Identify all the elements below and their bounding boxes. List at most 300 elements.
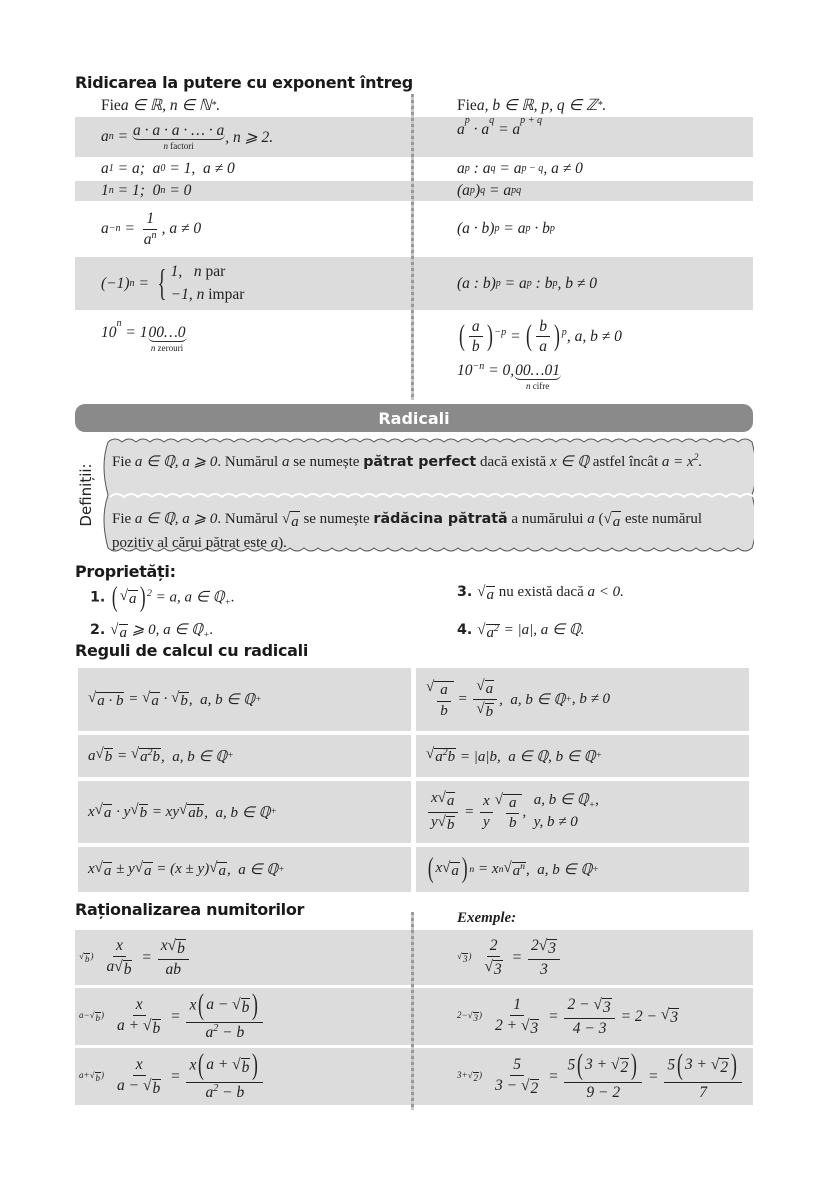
numerator [473, 678, 497, 700]
math-text: a [446, 793, 455, 810]
text: Fie [112, 454, 135, 470]
radical-sign: √ [494, 791, 503, 808]
math-text: , [595, 792, 599, 809]
math-text: : b [531, 274, 553, 292]
math-text: 3 [493, 960, 502, 978]
math-text: 2 [530, 1079, 539, 1097]
formula [75, 94, 410, 117]
text: impar [204, 285, 245, 303]
math-text: n [498, 863, 504, 875]
example [457, 930, 562, 985]
math-text: = a, a ∈ ℚ [151, 589, 225, 606]
math-text: n [108, 131, 114, 142]
numerator [564, 996, 614, 1019]
subscript [203, 629, 210, 640]
math-text: · y [112, 803, 131, 820]
square-root [171, 690, 189, 710]
math-text: = a [494, 121, 521, 138]
denominator [141, 230, 160, 249]
square-root [143, 1017, 161, 1038]
fraction [492, 996, 542, 1038]
paren-body [206, 1056, 250, 1077]
math-text: = [506, 327, 525, 345]
underbrace [148, 324, 187, 354]
denominator [537, 960, 551, 979]
math-text: ) [468, 951, 472, 961]
math-text: , n ⩾ 2. [225, 128, 274, 146]
radical-sign: √ [134, 859, 144, 876]
fraction [473, 678, 497, 722]
denominator [114, 1076, 164, 1098]
fraction [114, 996, 164, 1038]
square-root [521, 1017, 539, 1038]
math-text: pq [511, 185, 522, 196]
rule-cell [416, 668, 749, 731]
math-text: 3 [530, 1019, 539, 1037]
math-text: n [151, 229, 157, 241]
math-text: + [595, 750, 603, 761]
math-text: = [166, 1007, 185, 1025]
math-text: . [231, 589, 235, 606]
fraction [103, 937, 135, 979]
math-text: 1 [146, 209, 155, 227]
math-text: a [457, 160, 465, 177]
math-text: n [150, 343, 156, 354]
examples-label: Exemple: [457, 910, 517, 926]
radical-sign: √ [477, 622, 486, 638]
math-text: = [113, 747, 131, 764]
math-text: a [508, 794, 517, 811]
radical-sign: √ [88, 689, 97, 706]
radicand [103, 862, 113, 880]
radical-sign: √ [467, 1070, 473, 1080]
math-text: b [95, 1073, 101, 1083]
rule-cell [416, 847, 749, 892]
left-paren: ( [112, 582, 118, 613]
math-text: (a · b) [457, 220, 495, 237]
paren-body [534, 318, 552, 357]
math-text: y [483, 813, 490, 830]
right-paren: ) [486, 320, 493, 353]
math-text: + [254, 693, 262, 705]
square-root [438, 790, 456, 810]
math-text: a, b ∈ ℚ [533, 792, 589, 809]
math-text: ) [479, 1070, 483, 1080]
radical-sign: √ [476, 677, 485, 694]
radicand [530, 1019, 540, 1038]
property-4 [457, 620, 584, 642]
radicand [602, 998, 612, 1017]
radical-sign: √ [94, 859, 103, 876]
math-text: + [592, 863, 599, 875]
radicand [128, 590, 138, 608]
radicand [150, 692, 160, 710]
math-text: + [278, 863, 285, 875]
math-text: = |a|, a ∈ ℚ. [499, 622, 585, 638]
brace: { [157, 262, 167, 304]
math-text: 1, n [170, 263, 202, 281]
text: se numește [299, 511, 374, 527]
rule-cell [78, 735, 411, 777]
radical-sign: √ [457, 951, 462, 961]
text: dacă există [476, 454, 550, 470]
power-row [75, 181, 753, 201]
denominator [506, 814, 520, 832]
math-text: q [489, 115, 495, 126]
math-text: p + q [520, 115, 543, 126]
underbrace-label [526, 380, 549, 392]
math-text: b [180, 692, 188, 709]
math-text: x [483, 793, 490, 810]
math-text: = a [495, 160, 522, 177]
math-text: a [88, 747, 96, 764]
fraction [186, 1051, 263, 1101]
square-root [484, 958, 502, 979]
math-text: ) [101, 1070, 105, 1080]
math-text: n [129, 277, 135, 289]
math-text: a ∈ ℚ, a ⩾ 0 [134, 511, 218, 527]
radical-sign: √ [281, 511, 291, 527]
math-text: a [486, 587, 495, 603]
math-text: = [460, 803, 479, 820]
radical-sign: √ [611, 1055, 620, 1073]
numerator [186, 1051, 263, 1082]
math-text: a [281, 454, 290, 470]
radical-sign: √ [437, 813, 446, 830]
math-text: . [216, 96, 221, 114]
math-text: y [431, 813, 438, 830]
math-text: 2 [442, 747, 448, 759]
formula [75, 310, 410, 400]
square-root [282, 509, 300, 533]
radicand [143, 862, 153, 880]
math-text: a = x [661, 454, 694, 470]
example [457, 988, 679, 1045]
math-text: = [134, 274, 153, 292]
math-text: b [177, 939, 185, 957]
formula [418, 157, 753, 181]
radical-sign: √ [79, 951, 84, 961]
parentheses [524, 318, 561, 357]
math-text: x ∈ ℚ [549, 454, 589, 470]
parentheses [457, 318, 494, 357]
math-text: a [440, 682, 448, 699]
text: astfel încât [589, 454, 662, 470]
math-text: p [549, 223, 555, 234]
square-root [477, 622, 500, 642]
math-text: , a, b ≠ 0 [566, 327, 622, 345]
numerator [510, 996, 524, 1016]
square-root [468, 1010, 479, 1023]
math-text: · b [530, 220, 550, 237]
square-root [143, 1077, 161, 1098]
fraction [428, 790, 458, 834]
math-text: 3+ [457, 1070, 468, 1080]
math-text: 1 [513, 995, 522, 1013]
math-text: , a ≠ 0 [161, 220, 202, 237]
math-text: −1, n [170, 285, 205, 303]
math-text: ) [474, 182, 481, 199]
denominator [492, 1016, 542, 1038]
radicand [493, 960, 503, 979]
numerator [113, 937, 126, 957]
numerator [564, 1051, 642, 1082]
math-text: b [123, 960, 132, 978]
square-root [168, 937, 186, 958]
math-text: a · b [97, 692, 124, 709]
radical-sign: √ [710, 1055, 720, 1073]
denominator [696, 1083, 710, 1102]
math-text: 2 [530, 936, 539, 954]
text: . Numărul [217, 454, 282, 470]
property-3 [457, 584, 624, 604]
math-text: a [140, 749, 148, 765]
math-text: = a; a [113, 160, 161, 177]
math-text: 00…0 [148, 324, 186, 341]
math-text: 3 [462, 954, 468, 964]
radicand [612, 511, 622, 533]
math-text: 3 [473, 1013, 479, 1023]
math-text: a + [206, 1055, 233, 1073]
formula [79, 930, 191, 985]
math-text: 3 [548, 939, 556, 957]
underbrace-label [151, 342, 183, 354]
numerator [469, 318, 483, 338]
math-text: * [597, 99, 603, 111]
math-text: . [602, 96, 607, 114]
property-1 [90, 584, 235, 613]
rule-cell [78, 781, 411, 843]
radical-sign: √ [442, 859, 451, 876]
numerator [664, 1051, 742, 1082]
definition-square-root [112, 509, 732, 554]
radicand [434, 748, 456, 766]
case-row [534, 790, 599, 812]
fraction [564, 1051, 642, 1101]
square-root [110, 622, 128, 642]
square-root [495, 792, 523, 833]
power-row [75, 157, 753, 181]
denominator [480, 813, 493, 831]
section-banner-radicali [75, 404, 753, 432]
multiplier-label [79, 951, 93, 964]
math-text: b [241, 1058, 250, 1076]
math-text: 2− [457, 1010, 468, 1020]
math-text: = [453, 691, 472, 707]
radicand [450, 862, 460, 880]
square-root [79, 951, 90, 964]
fraction [186, 991, 263, 1041]
formula [75, 181, 410, 201]
parentheses [196, 991, 260, 1020]
math-text: , a ≠ 0 [543, 160, 583, 177]
radicand [241, 998, 251, 1017]
bold-term: rădăcina pătrată [373, 511, 508, 527]
section-title-powers: Ridicarea la putere cu exponent întreg [75, 73, 413, 92]
square-root [611, 1056, 629, 1077]
math-text: a [205, 1023, 214, 1041]
paren-body [206, 996, 250, 1017]
text: zerouri [155, 343, 184, 354]
math-text: x [435, 859, 443, 876]
radical-sign: √ [484, 957, 493, 975]
math-text: 3 [602, 998, 611, 1016]
math-text: + [202, 629, 210, 641]
column-divider [411, 94, 414, 400]
math-text: p − q [521, 163, 544, 174]
math-text: 2 + [495, 1016, 521, 1034]
math-text: a < 0. [587, 584, 624, 600]
property-2 [90, 620, 213, 642]
radicand [241, 1058, 251, 1077]
math-text: a − [206, 995, 233, 1013]
power-row [75, 94, 753, 117]
math-text: 2 [720, 1058, 729, 1076]
radical-sign: √ [179, 802, 188, 818]
numerator [506, 795, 520, 814]
math-text: a − [117, 1076, 143, 1094]
radical-sign: √ [95, 746, 104, 762]
math-text: 2 [489, 936, 498, 954]
math-text: 5 [567, 1056, 576, 1074]
radical-sign: √ [521, 1016, 530, 1034]
math-text: = [113, 128, 132, 145]
square-root [457, 951, 468, 964]
math-text: , a ∈ ℚ [226, 862, 279, 878]
denominator [481, 957, 505, 979]
math-text: = xy [148, 803, 179, 820]
bold-term: 1. [90, 589, 111, 606]
math-text: 2 [494, 623, 499, 635]
radical-sign: √ [89, 1010, 95, 1020]
text: Fie [112, 511, 135, 527]
math-text: 2 [473, 1073, 479, 1083]
math-text: . [209, 622, 214, 638]
numerator [133, 1056, 146, 1076]
denominator [469, 337, 483, 356]
radicand [96, 692, 124, 710]
parentheses [575, 1051, 639, 1080]
superscript [473, 361, 485, 372]
radicand [103, 804, 113, 822]
math-text: = x [474, 861, 499, 877]
denominator [437, 702, 451, 720]
radical-sign: √ [110, 622, 119, 638]
underbrace [514, 362, 561, 392]
text: ). [278, 535, 287, 551]
math-text: 5 [667, 1056, 676, 1074]
fraction [480, 793, 493, 831]
square-root [503, 860, 526, 880]
math-text: 3 [670, 1009, 679, 1026]
power-row [75, 201, 753, 257]
fraction [536, 318, 550, 357]
math-text: : a [469, 160, 491, 177]
math-text: x [88, 861, 95, 877]
math-text: = a [499, 220, 526, 237]
text: Fie [101, 96, 121, 114]
math-text: x [88, 803, 95, 820]
denominator [570, 1019, 610, 1038]
power-row [75, 117, 753, 157]
math-text: + [270, 806, 277, 817]
properties-title: Proprietăți: [75, 562, 176, 581]
math-text: · [159, 691, 172, 707]
math-text: 2 [213, 1022, 219, 1034]
formula [79, 988, 265, 1045]
square-root [120, 588, 138, 608]
rationalize-row [75, 930, 753, 985]
math-text: a [270, 535, 279, 551]
multiplier-label [79, 1070, 104, 1083]
square-root [179, 802, 204, 822]
math-text: a [144, 862, 152, 879]
math-text: 2 [147, 747, 153, 759]
math-text: 7 [699, 1083, 707, 1101]
right-paren: ) [631, 1049, 638, 1082]
math-text: x [189, 1056, 197, 1074]
square-root [539, 937, 557, 958]
square-root [476, 701, 494, 721]
math-text: = a [500, 274, 527, 292]
underbrace-body [514, 362, 561, 380]
math-text: 2 − [567, 995, 594, 1013]
math-text: a ∈ ℝ, n ∈ ℕ [120, 97, 212, 114]
math-text: a+ [79, 1070, 90, 1080]
formula [418, 257, 753, 310]
left-paren: ( [198, 989, 205, 1022]
math-text: b [152, 1079, 161, 1097]
formula [457, 318, 622, 357]
math-text: (a [457, 182, 470, 199]
math-text: p [526, 277, 532, 289]
math-text: , a, b ∈ ℚ [526, 862, 593, 878]
math-text: p [525, 223, 531, 234]
radicand [176, 939, 186, 958]
text: cifre [530, 381, 550, 392]
math-text: x [116, 936, 123, 954]
superscript [494, 327, 506, 338]
rationalize-row [75, 1048, 753, 1105]
math-text: x [135, 995, 143, 1013]
math-text: p [561, 326, 567, 338]
denominator [163, 960, 185, 979]
denominator [536, 337, 550, 356]
left-paren: ( [198, 1049, 205, 1082]
math-text: b [508, 815, 517, 831]
square-root [88, 690, 124, 710]
math-text: p [464, 163, 470, 174]
rule-cell [78, 847, 411, 892]
formula [75, 257, 410, 310]
bold-term: 4. [457, 622, 478, 638]
math-text: y, b ≠ 0 [533, 814, 578, 830]
math-text: = [544, 1007, 563, 1025]
right-paren: ) [731, 1049, 737, 1082]
radical-sign: √ [142, 689, 151, 706]
radical-sign: √ [467, 1010, 473, 1020]
radicand [669, 1008, 679, 1027]
math-text: 00…01 [515, 362, 560, 380]
banner-title: Radicali [378, 408, 450, 428]
math-text: , a, b ∈ ℚ [188, 692, 255, 708]
radicand [152, 1079, 162, 1098]
math-text: −n [472, 361, 485, 373]
math-text: p [495, 277, 501, 289]
math-text: a [471, 317, 480, 335]
text: factori [168, 141, 194, 152]
radical-sign: √ [538, 936, 548, 954]
